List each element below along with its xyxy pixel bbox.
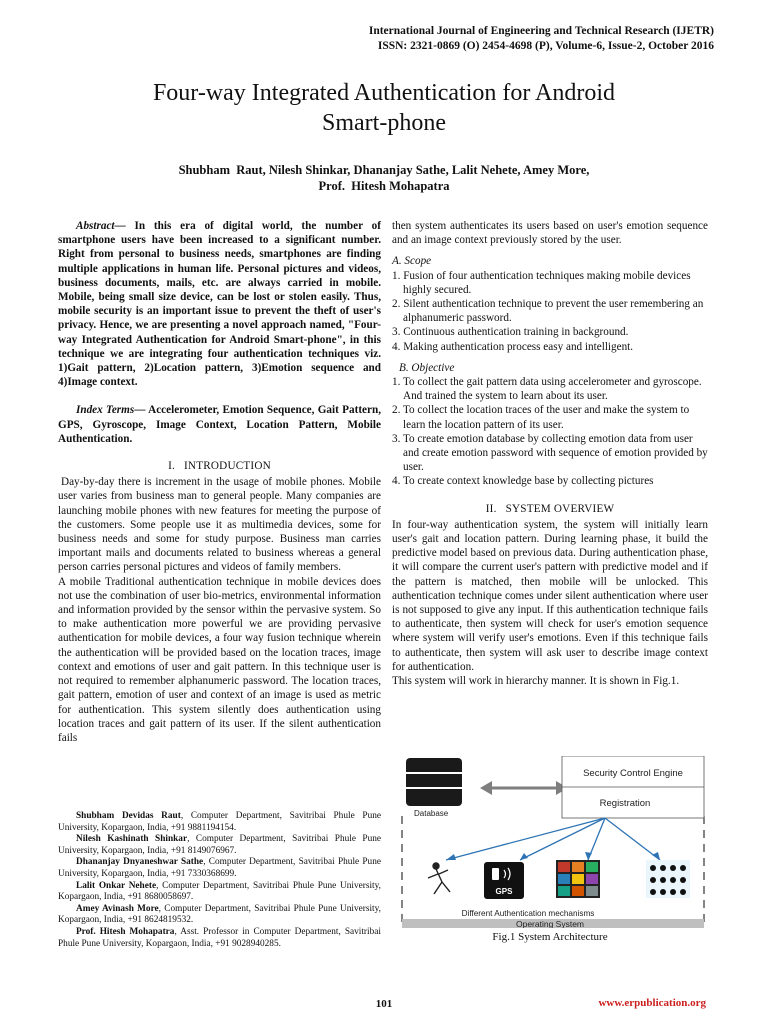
introduction-paragraph-3: then system authenticates its users based on user's emotion sequence and an image context previously stored by the user.	[392, 220, 708, 247]
double-arrow-icon	[480, 781, 568, 795]
journal-issn: ISSN: 2321-0869 (O) 2454-4698 (P), Volume-6, Issue-2, October 2016	[377, 40, 714, 52]
right-column	[392, 219, 708, 688]
paper-title-line-2: Smart-phone	[322, 110, 446, 136]
scope-heading: A. Scope	[392, 255, 432, 268]
author-footnotes	[58, 811, 381, 950]
index-terms-label: Index Terms	[76, 404, 135, 417]
footnote-item: Amey Avinash More, Computer Department, Savitribai Phule Pune University, Kopargaon, India, +91 8624819532.	[58, 903, 381, 926]
list-item: 3. Continuous authentication training in background.	[392, 326, 629, 339]
journal-header	[369, 24, 714, 54]
emotion-faces-icon	[646, 860, 690, 898]
introduction-heading: I. INTRODUCTION	[168, 460, 271, 473]
objective-heading: B. Objective	[399, 361, 455, 374]
footnote-item: Shubham Devidas Raut, Computer Department, Savitribai Phule Pune University, Kopargaon, India, +91 9881194154.	[58, 811, 381, 833]
introduction-paragraph-2: A mobile Traditional authentication technique in mobile devices does not use the combination of user bio-metrics, environmental information and information provided by the sensor within the pervasive system. So to make authentication more powerful we are providing pervasive authentication for mobile devices, a four way fusion technique wherein the authentication will be provided based on the location traces, image context and emotions of user and gait pattern. In this technique user is not required to remember alphanumeric password. The location traces, gait pattern, emotion of user and context of an image is used as metric for authentication. This system silently does authentication using location traces and gait pattern of its user. If the silent authentication fails	[58, 575, 381, 744]
list-item: 3. To create emotion database by collecting emotion data from user and create emotion password with sequence of emotion provided by user.	[392, 432, 708, 474]
mechanisms-label: Different Authentication mechanisms	[461, 909, 595, 918]
footnote-item: Dhananjay Dnyaneshwar Sathe, Computer Department, Savitribai Phule Pune University, Kopargaon, India, +91 7330368699.	[58, 857, 381, 879]
security-engine-label: Security Control Engine	[583, 768, 683, 779]
abstract-label: Abstract	[76, 220, 115, 232]
abstract-text: — In this era of digital world, the number of smartphone users have been increased to a significant number. Right from personal to business needs, smartphones are finding multiple applications in human life. Personal pictures and videos, business documents, mails, etc. are always carried in mobile. Mobile, being small size device, can be lost or stolen easily. Thus, mobile security is an important issue to prevent the theft of user's privacy. Hence, we are presenting a novel approach named, "Four-way Integrated Authentication for Android Smart-phone", in this technique we are integrating four authentication techniques viz. 1)Gait pattern, 2)Location pattern, 3)Emotion sequence and 4)Image context.	[58, 220, 381, 389]
index-terms-text: — Accelerometer, Emotion Sequence, Gait Pattern, GPS, Gyroscope, Image Context, Location Pattern, Mobile Authentication.	[58, 404, 381, 445]
system-overview-paragraph-2: This system will work in hierarchy manner. It is shown in Fig.1.	[392, 675, 680, 688]
list-item: 1. Fusion of four authentication techniques making mobile devices highly secured.	[392, 269, 691, 296]
arrow-heads	[446, 852, 660, 860]
system-overview-paragraph-1: In four-way authentication system, the system will initially learn user's gait and location pattern. During learning phase, it build the predictive model based on previous data. During authentication phase, it will compare the current user's pattern with predictive model and if the pattern is matched, then mobile will be unlocked. This authentication technique comes under silent authentication where user is not supposed to give any input. If this authentication technique fails to authenticate, then system will check for user's emotion sequence where system will verify user's emotions. Even if this technique fails to authenticate, then system will ask user to describe image context for authentication.	[392, 518, 708, 673]
gps-label: GPS	[495, 887, 513, 896]
footnote-item: Lalit Onkar Nehete, Computer Department, Savitribai Phule Pune University, Kopargaon, India, +91 8680058697.	[58, 880, 381, 903]
introduction-paragraph-1: Day-by-day there is increment in the usage of mobile phones. Mobile user varies from business man to general people. Many companies are launching mobile phones with new features for meeting the purpose of the customers. Some people use it as multimedia devices, some for business needs and some for study purpose. Business man carries important mails and documents related to business whereas a general person carries personal pictures and videos of family members.	[58, 476, 381, 574]
index-terms	[58, 403, 381, 446]
list-item: 1. To collect the gait pattern data using accelerometer and gyroscope. And trained the system to learn about its user.	[392, 376, 702, 403]
author-list	[0, 162, 768, 194]
paper-title	[0, 78, 768, 138]
architecture-diagram	[400, 756, 706, 928]
left-column	[58, 219, 381, 745]
operating-system-label: Operating System	[515, 919, 585, 928]
database-label: Database	[414, 809, 449, 818]
list-item: 2. To collect the location traces of the user and make the system to learn the location pattern of its user.	[392, 404, 690, 431]
author-line-1: Shubham Raut, Nilesh Shinkar, Dhananjay Sathe, Lalit Nehete, Amey More,	[178, 163, 590, 177]
authentication-arrows	[446, 818, 660, 860]
footnote-item: Nilesh Kashinath Shinkar, Computer Department, Savitribai Phule Pune University, Kopargaon, India, +91 8149076967.	[58, 834, 381, 856]
page-number: 101	[375, 998, 393, 1010]
database-icon	[406, 758, 462, 806]
system-architecture-figure	[400, 756, 706, 928]
system-overview-heading: II. SYSTEM OVERVIEW	[485, 502, 615, 515]
paper-title-line-1: Four-way Integrated Authentication for Android	[152, 80, 616, 106]
abstract	[58, 219, 381, 389]
list-item: 4. To create context knowledge base by collecting pictures	[392, 475, 654, 488]
list-item: 4. Making authentication process easy and intelligent.	[392, 340, 634, 353]
objective-list	[392, 375, 708, 489]
gps-icon	[484, 862, 524, 899]
list-item: 2. Silent authentication technique to prevent the user remembering an alphanumeric password.	[392, 298, 704, 325]
registration-label: Registration	[599, 798, 651, 809]
figure-caption: Fig.1 System Architecture	[492, 931, 608, 943]
scope-list	[392, 269, 708, 354]
image-context-grid-icon	[556, 860, 600, 898]
journal-name: International Journal of Engineering and Technical Research (IJETR)	[368, 25, 714, 37]
publisher-url[interactable]: www.erpublication.org	[598, 997, 706, 1009]
author-line-2: Prof. Hitesh Mohapatra	[318, 179, 450, 193]
gait-walker-icon	[428, 863, 450, 894]
footnote-item: Prof. Hitesh Mohapatra, Asst. Professor in Computer Department, Savitribai Phule Pune University, Kopargaon, India, +91 9028940285.	[58, 926, 381, 949]
